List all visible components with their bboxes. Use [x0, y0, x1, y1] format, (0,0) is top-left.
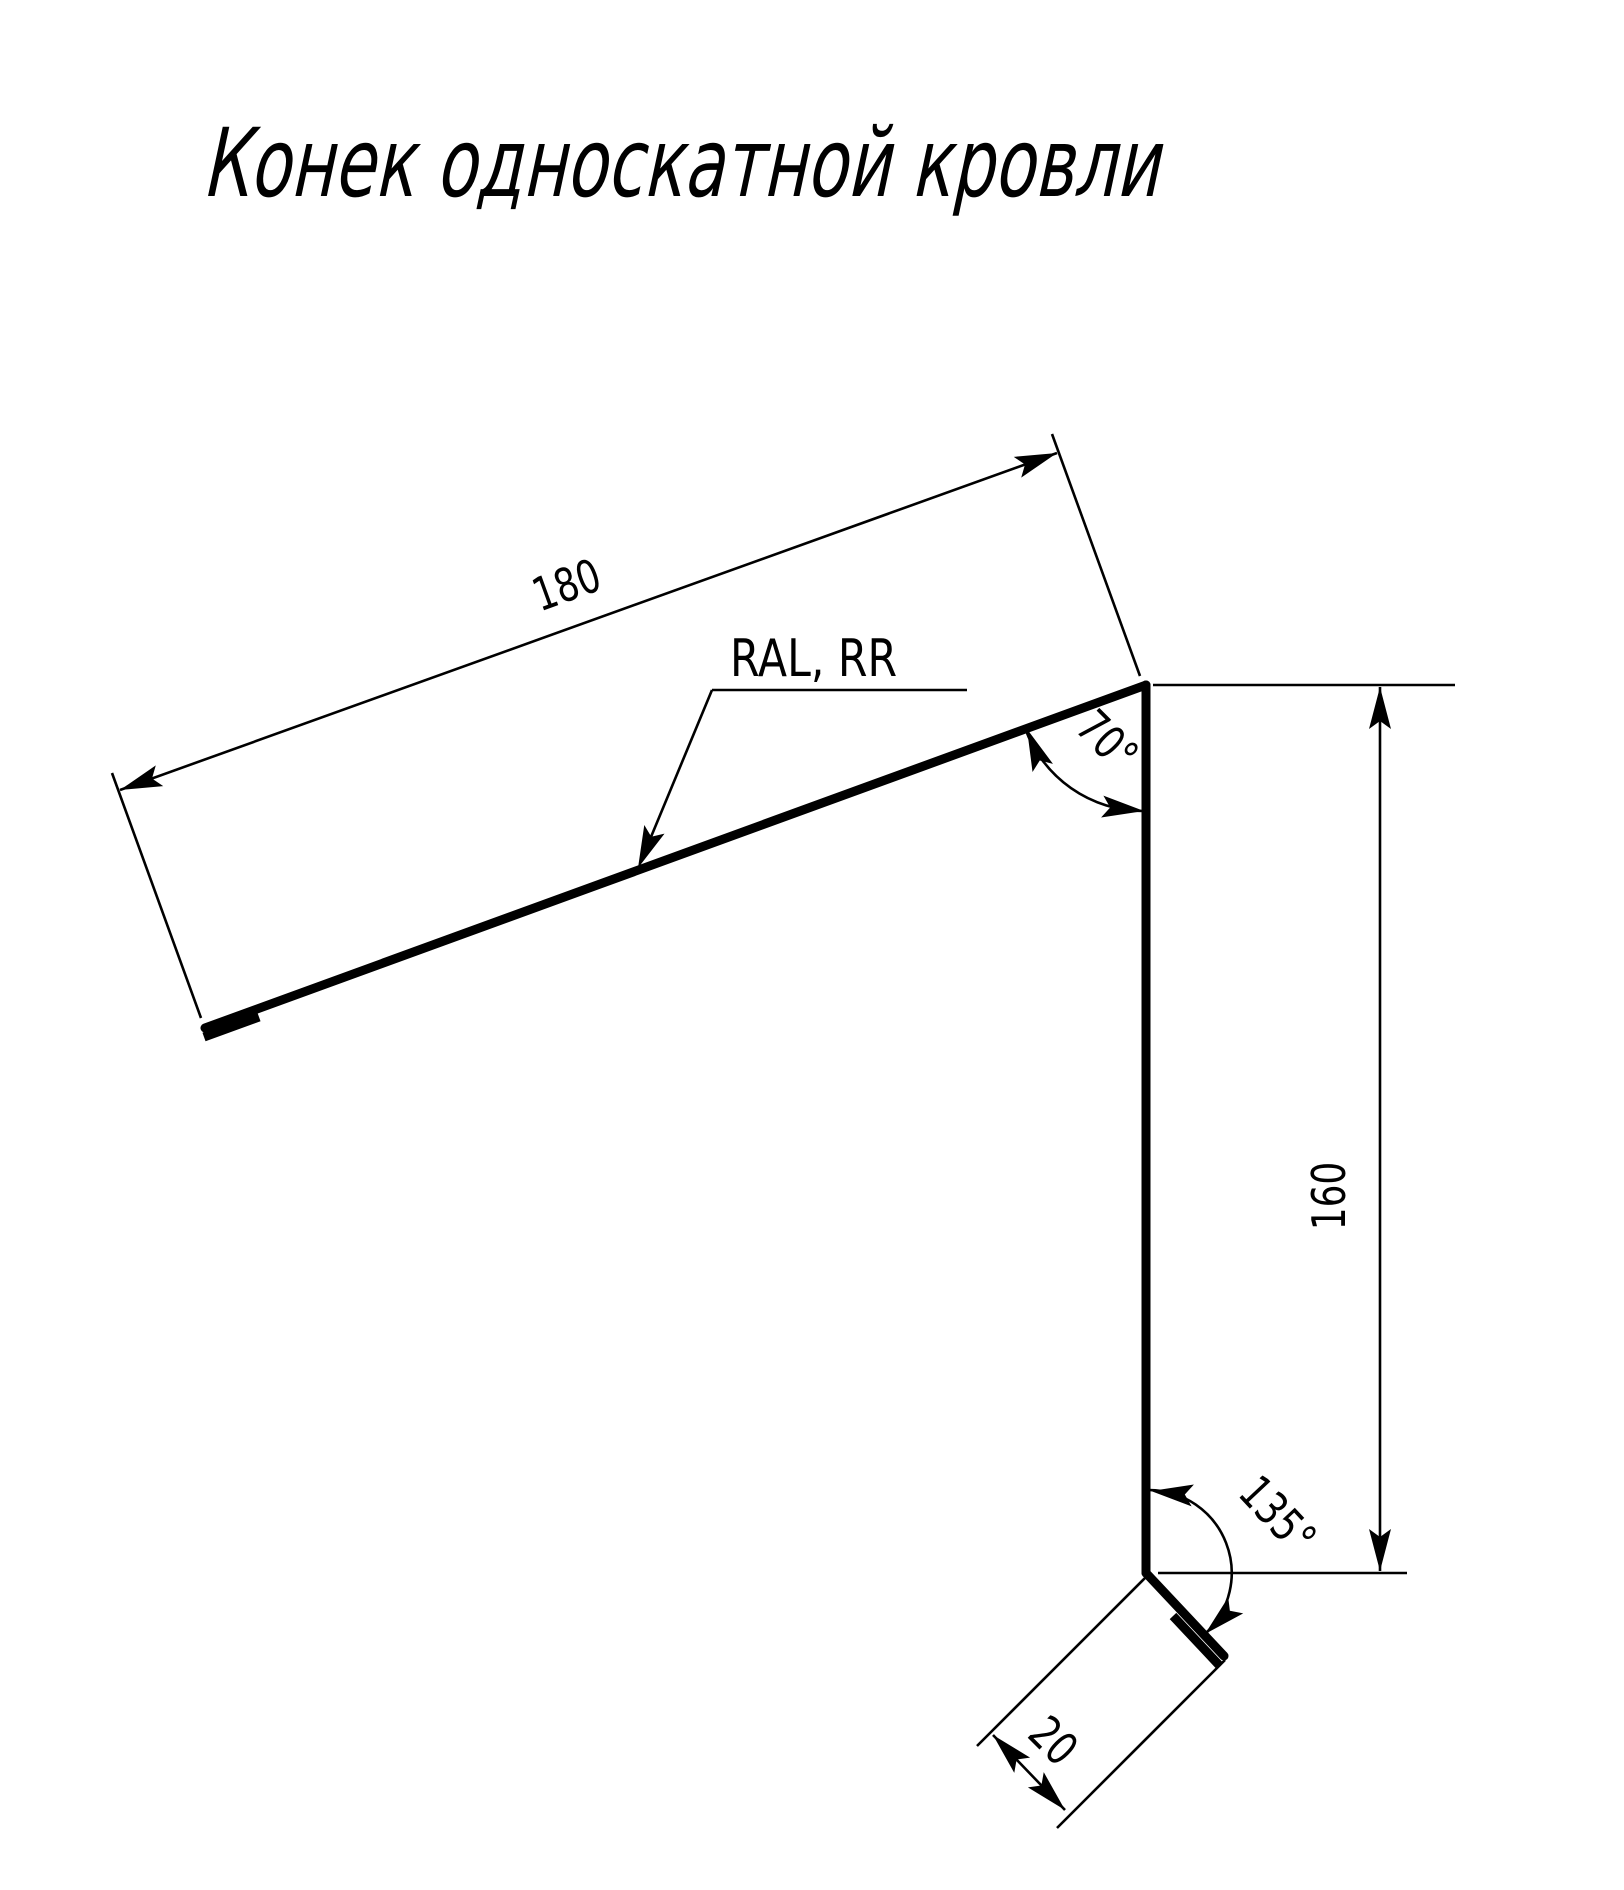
arrowhead [116, 765, 163, 800]
dimension-value-160: 160 [1302, 1161, 1357, 1231]
material-label: RAL, RR [730, 628, 898, 690]
ridge-profile [204, 685, 1224, 1665]
dimension-180 [112, 434, 1140, 1018]
leader-line [641, 690, 712, 861]
angle-value-135: 135° [1228, 1465, 1327, 1566]
profile-flange-line [1146, 1573, 1224, 1656]
extension-line [1052, 434, 1140, 676]
dimension-160 [1153, 685, 1455, 1573]
dimension-value-180: 180 [525, 548, 608, 623]
angle-value-70: 70° [1065, 699, 1149, 783]
angle-70 [1017, 700, 1149, 822]
material-leader [628, 629, 967, 872]
arrowhead [1150, 1480, 1194, 1506]
arrowhead [1014, 443, 1061, 478]
extension-line [112, 773, 201, 1018]
dimension-line [120, 453, 1057, 790]
arrowhead [1101, 796, 1145, 822]
page-title: Конек односкатной кровли [196, 108, 1178, 219]
profile-slope-line [205, 685, 1146, 1028]
dimension-value-20: 20 [1017, 1705, 1089, 1777]
